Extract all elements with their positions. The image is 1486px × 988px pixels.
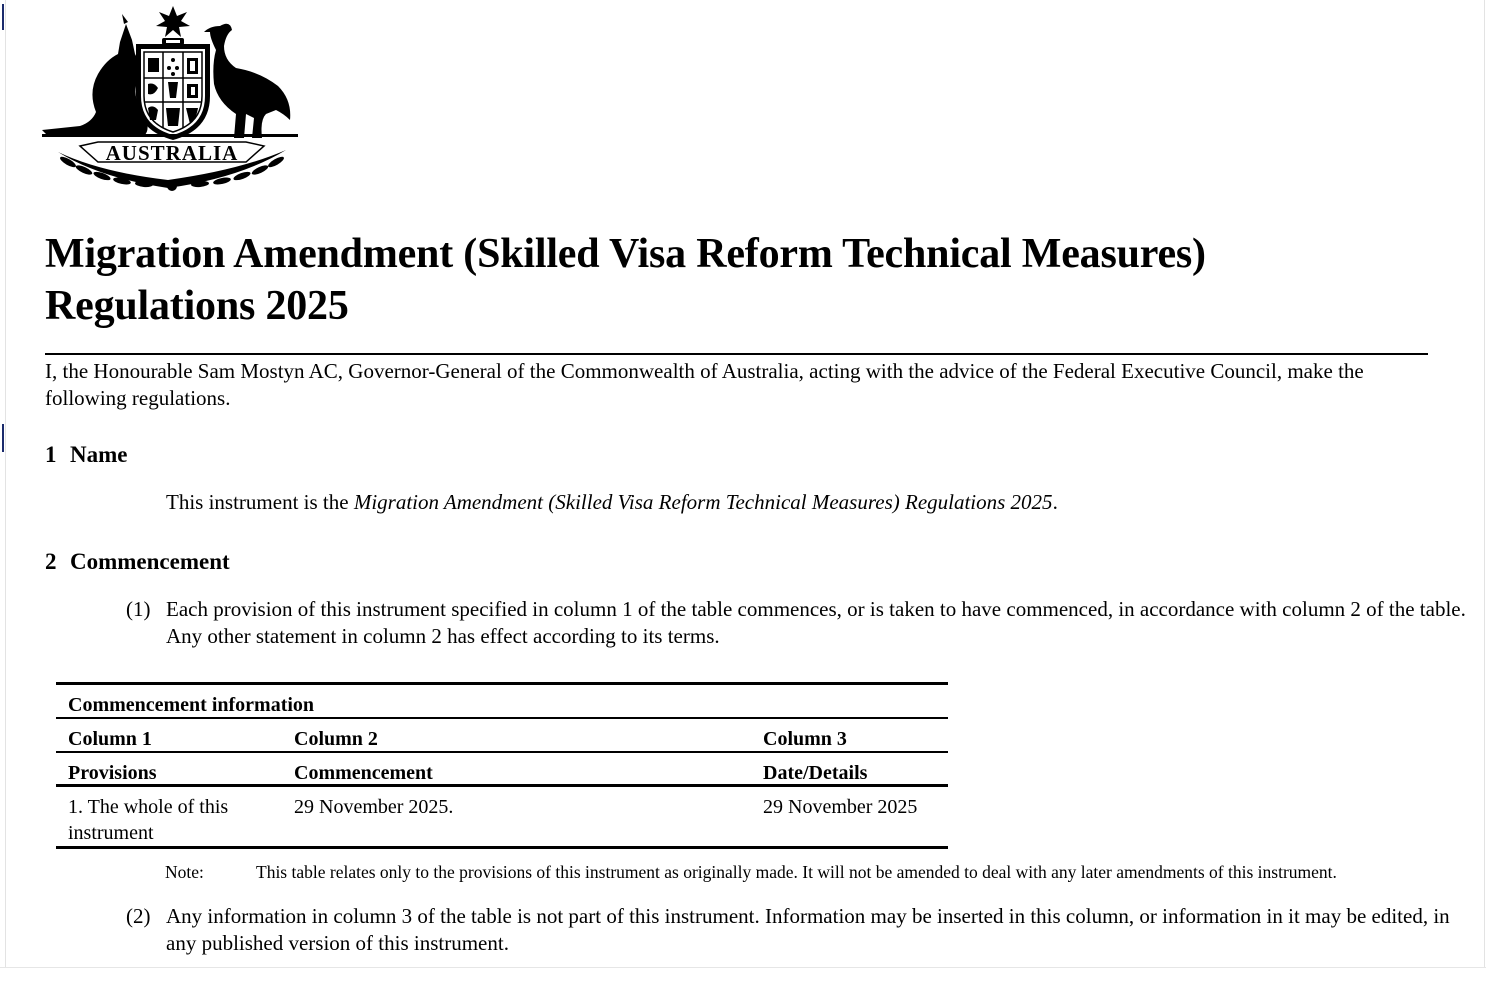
page-edge-left — [5, 0, 6, 968]
subsection-text: Any information in column 3 of the table is not part of this instrument. Information may be inserted in this column, or information in it may be edited, in any published version of this instrument. — [166, 904, 1450, 955]
name-clause-lead: This instrument is the — [166, 490, 354, 514]
svg-text:AUSTRALIA: AUSTRALIA — [105, 141, 239, 165]
row-commencement: 29 November 2025. — [294, 796, 454, 818]
section-title: Name — [70, 442, 128, 467]
table-rule — [56, 717, 948, 719]
table-rule-header — [56, 784, 948, 787]
section-number: 1 — [45, 442, 57, 467]
row-provision-line-2: instrument — [68, 822, 154, 844]
selection-marker-top — [2, 4, 4, 30]
column-number-2: Column 2 — [294, 728, 378, 750]
section-heading-commencement — [45, 548, 230, 576]
page-edge-bottom — [0, 967, 1486, 968]
subsection-label: (1) — [126, 597, 151, 621]
page-edge-right — [1484, 0, 1485, 968]
title-rule — [45, 353, 1428, 355]
section-heading-name — [45, 441, 127, 469]
table-rule-top — [56, 682, 948, 685]
table-rule-bottom — [56, 846, 948, 849]
instrument-name-italic: Migration Amendment (Skilled Visa Reform Technical Measures) Regulations 2025 — [353, 490, 1053, 514]
selection-marker-mid — [2, 424, 4, 452]
column-header-details: Date/Details — [763, 762, 868, 784]
row-details: 29 November 2025 — [763, 796, 918, 818]
row-provision — [68, 794, 278, 846]
title-line-1: Migration Amendment (Skilled Visa Reform Technical Measures) — [45, 231, 1206, 277]
name-clause — [166, 489, 1466, 516]
note-text: This table relates only to the provisions of this instrument as originally made. It will not be amended to deal with any later amendments of this instrument. — [256, 862, 1337, 882]
section-number: 2 — [45, 549, 57, 574]
subsection-1 — [126, 596, 1481, 650]
enacting-preamble: I, the Honourable Sam Mostyn AC, Governor-General of the Commonwealth of Australia, acting with the advice of the Federal Executive Council, make the following regulations. — [45, 359, 1364, 410]
note-label: Note: — [165, 862, 204, 882]
subsection-text: Each provision of this instrument specified in column 1 of the table commences, or is taken to have commenced, in accordance with column 2 of the table. Any other statement in column 2 has effect according to its terms. — [166, 597, 1466, 648]
coat-of-arms-icon — [40, 2, 302, 194]
table-rule — [56, 751, 948, 753]
table-caption: Commencement information — [68, 694, 315, 716]
subsection-2 — [126, 903, 1481, 957]
subsection-label: (2) — [126, 904, 151, 928]
column-header-provisions: Provisions — [68, 762, 157, 784]
column-number-3: Column 3 — [763, 728, 847, 750]
row-provision-line-1: 1. The whole of this — [68, 796, 229, 818]
title-line-2: Regulations 2025 — [45, 283, 349, 329]
name-clause-end: . — [1052, 490, 1058, 514]
section-title: Commencement — [70, 549, 230, 574]
column-header-commencement: Commencement — [294, 762, 433, 784]
document-title — [45, 228, 1345, 332]
column-number-1: Column 1 — [68, 728, 152, 750]
